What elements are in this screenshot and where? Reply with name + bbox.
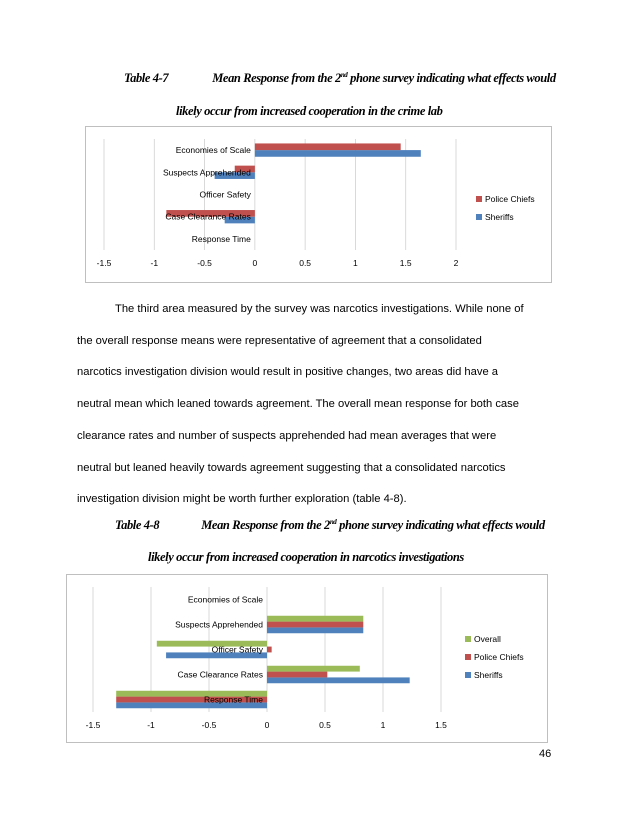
bar-police-chiefs (267, 647, 272, 653)
bar-overall (267, 666, 360, 672)
chart-crime-lab (85, 126, 552, 283)
page-number: 46 (539, 748, 552, 760)
table-4-8-caption (115, 518, 545, 533)
x-tick-label: 1 (353, 258, 358, 268)
bar-police-chiefs (267, 622, 363, 628)
table-4-7-title-line2: likely occur from increased cooperation in the crime lab (176, 104, 443, 118)
table-4-7-caption (124, 71, 556, 86)
paragraph-line: neutral but leaned heavily towards agreement suggesting that a consolidated narcotics (77, 461, 506, 474)
chart-narcotics-svg (67, 575, 547, 742)
paragraph-line: The third area measured by the survey was narcotics investigations. While none of (115, 303, 524, 315)
bar-overall (267, 616, 363, 622)
category-label: Officer Safety (211, 644, 263, 655)
table-4-7-title: Mean Response from the 2nd phone survey indicating what effects would (212, 71, 556, 85)
x-tick-label: -1.5 (85, 720, 101, 730)
legend-label: Sheriffs (485, 212, 514, 222)
chart-crime-lab-svg (86, 127, 551, 282)
body-paragraph (77, 294, 557, 516)
x-tick-label: -1 (147, 720, 155, 730)
x-tick-label: -1 (150, 258, 159, 268)
legend-swatch (476, 196, 482, 202)
legend-label: Police Chiefs (485, 194, 535, 204)
paragraph-line: investigation division might be worth further exploration (table 4-8). (77, 493, 407, 506)
x-tick-label: -1.5 (96, 258, 112, 268)
x-tick-label: 0.5 (319, 720, 331, 730)
x-tick-label: -0.5 (197, 258, 212, 268)
paragraph-line: clearance rates and number of suspects apprehended had mean averages that were (77, 429, 497, 442)
x-tick-label: 2 (453, 258, 459, 268)
category-label: Response Time (203, 694, 263, 705)
category-label: Economies of Scale (175, 145, 251, 156)
legend-swatch (465, 672, 471, 678)
chart-narcotics (66, 574, 548, 743)
x-tick-label: 1.5 (399, 258, 412, 268)
paragraph-line: neutral mean which leaned towards agreement. The overall mean response for both case (77, 398, 519, 411)
paragraph-line: narcotics investigation division would result in positive changes, two areas did have a (77, 366, 499, 379)
table-4-8-title-line2: likely occur from increased cooperation in narcotics investigations (148, 550, 464, 564)
bar-police-chiefs (255, 143, 401, 150)
table-4-8-label: Table 4-8 (115, 518, 160, 532)
category-label: Suspects Apprehended (162, 167, 251, 178)
bar-sheriffs (255, 150, 421, 157)
x-tick-label: 1.5 (435, 720, 447, 730)
x-tick-label: 0.5 (299, 258, 312, 268)
category-label: Suspects Apprehended (175, 619, 263, 630)
category-label: Officer Safety (199, 189, 251, 200)
x-tick-label: 0 (252, 258, 258, 268)
legend-swatch (465, 654, 471, 660)
legend-label: Sheriffs (474, 670, 503, 680)
table-4-7-label: Table 4-7 (124, 71, 169, 85)
category-label: Response Time (191, 233, 251, 244)
bar-sheriffs (267, 677, 410, 683)
category-label: Case Clearance Rates (177, 669, 263, 680)
legend-label: Police Chiefs (474, 652, 524, 662)
x-tick-label: -0.5 (201, 720, 217, 730)
category-label: Economies of Scale (187, 594, 263, 605)
legend-swatch (465, 636, 471, 642)
legend-swatch (476, 214, 482, 220)
bar-sheriffs (267, 627, 363, 633)
table-4-8-title: Mean Response from the 2nd phone survey indicating what effects would (201, 518, 545, 532)
x-tick-label: 1 (380, 720, 386, 730)
paragraph-line: the overall response means were representative of agreement that a consolidated (77, 334, 482, 347)
category-label: Case Clearance Rates (165, 211, 251, 222)
legend-label: Overall (474, 634, 501, 644)
x-tick-label: 0 (264, 720, 270, 730)
bar-police-chiefs (267, 672, 327, 678)
